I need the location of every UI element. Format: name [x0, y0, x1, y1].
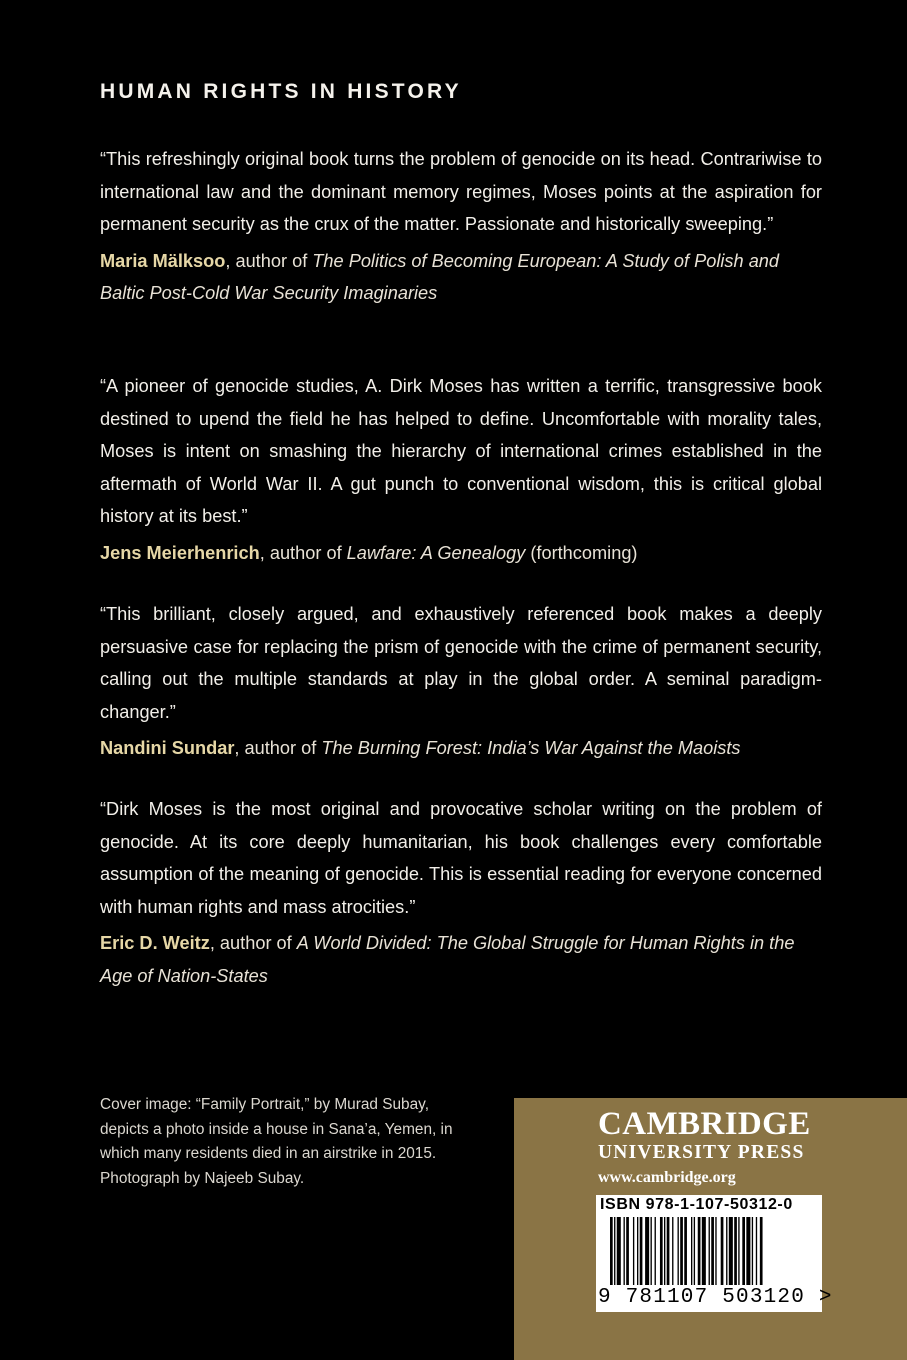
- endorser-work: Lawfare: A Genealogy: [346, 542, 526, 563]
- endorsement-quote: “Dirk Moses is the most original and provocative scholar writing on the problem of genocide. At its core deeply humanitarian, his book challenges every comfortable assumption of the meaning of genocide. This is essential reading for everyone concerned with human rights and mass atrocities.”: [100, 799, 822, 917]
- cover-image-caption: Cover image: “Family Portrait,” by Murad Subay, depicts a photo inside a house in Sana’a, Yemen, in which many residents died in an airstrike in 2015. Photograph by Najeeb Subay.: [100, 1096, 453, 1187]
- endorsement-quote: “This refreshingly original book turns the problem of genocide on its head. Contrariwise to international law and the dominant memory regimes, Moses points at the aspiration for permanent security as the crux of the matter. Passionate and historically sweeping.”: [100, 149, 822, 235]
- publisher-name: CAMBRIDGE: [598, 1106, 811, 1142]
- endorsement-attribution: [100, 537, 822, 570]
- author-of-text: , author of: [259, 542, 347, 563]
- publisher-subtitle: UNIVERSITY PRESS: [598, 1142, 805, 1163]
- barcode-digits: 9 781107 503120 >: [598, 1286, 833, 1309]
- isbn-barcode: [596, 1195, 833, 1312]
- endorsement-quote: “This brilliant, closely argued, and exhaustively referenced book makes a deeply persuasive case for replacing the prism of genocide with the crime of permanent security, calling out the multiple standards at play in the global order. A seminal paradigm-changer.”: [100, 604, 822, 722]
- endorser-work: The Burning Forest: India’s War Against the Maoists: [321, 738, 741, 759]
- endorser-name: Jens Meierhenrich: [100, 542, 260, 563]
- endorser-name: Maria Mälksoo: [100, 250, 226, 271]
- endorser-name: Nandini Sundar: [100, 738, 235, 759]
- endorsement-1: [100, 143, 822, 310]
- endorsement-3: [100, 598, 822, 765]
- author-of-text: , author of: [209, 933, 297, 954]
- barcode-bars: [596, 1217, 822, 1287]
- endorsement-2: [100, 370, 822, 570]
- publisher-url: www.cambridge.org: [598, 1169, 736, 1186]
- endorsement-quote: “A pioneer of genocide studies, A. Dirk Moses has written a terrific, transgressive book destined to upend the field he has helped to define. Uncomfortable with morality tales, Moses is intent on smashing the hierarchy of international crimes established in the aftermath of World War II. A gut punch to conventional wisdom, this is critical global history at its best.”: [100, 376, 822, 527]
- endorser-work: A World Divided: The Global Struggle for Human Rights in the Age of Nation-States: [100, 933, 795, 986]
- publisher-logo: [598, 1106, 828, 1190]
- endorser-work: The Politics of Becoming European: A Study of Polish and Baltic Post-Cold War Security Imaginaries: [100, 250, 780, 304]
- endorsement-attribution: [100, 732, 822, 765]
- endorsement-4: [100, 793, 822, 993]
- work-suffix: (forthcoming): [525, 542, 638, 563]
- endorsement-attribution: [100, 245, 822, 310]
- publisher-panel: [514, 1098, 907, 1360]
- endorsement-attribution: [100, 927, 822, 992]
- series-title: HUMAN RIGHTS IN HISTORY: [100, 80, 462, 103]
- author-of-text: , author of: [234, 738, 322, 759]
- isbn-label: ISBN 978-1-107-50312-0: [600, 1196, 793, 1213]
- endorser-name: Eric D. Weitz: [100, 933, 210, 954]
- author-of-text: , author of: [225, 250, 313, 271]
